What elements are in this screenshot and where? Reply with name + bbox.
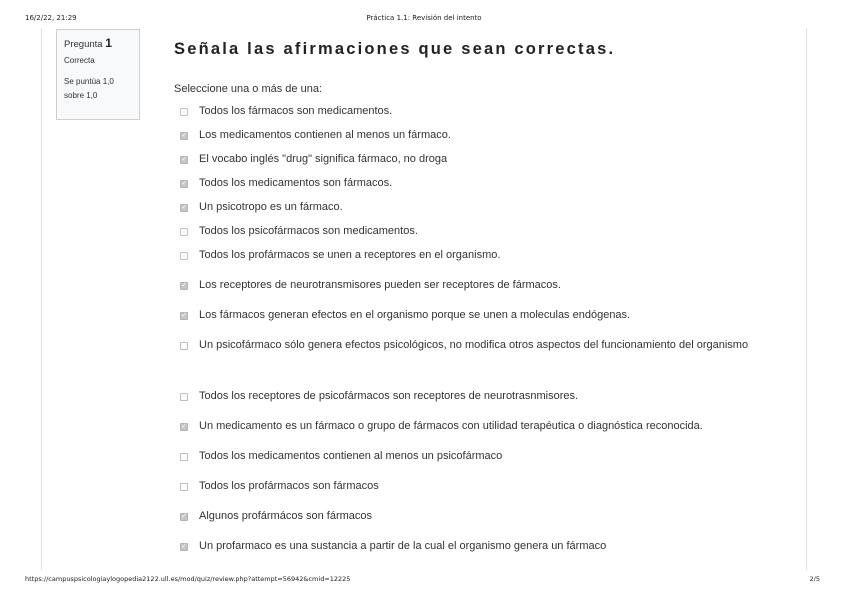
answer-option-label: Todos los profármacos se unen a receptores en el organismo. xyxy=(199,249,501,261)
question-number: Pregunta 1 xyxy=(64,36,112,50)
question-text: Señala las afirmaciones que sean correctas. xyxy=(174,40,616,58)
right-border xyxy=(806,28,807,570)
checkbox-checked-icon[interactable]: ✓ xyxy=(181,204,187,211)
answer-option-label: Todos los fármacos son medicamentos. xyxy=(199,105,393,117)
checkbox-icon[interactable] xyxy=(180,453,188,461)
answer-option xyxy=(180,542,760,556)
checkbox-checked-icon[interactable]: ✓ xyxy=(181,513,187,520)
answer-option-label: Un profarmaco es una sustancia a partir de la cual el organismo genera un fármaco xyxy=(199,540,607,552)
answer-option xyxy=(180,341,760,355)
checkbox-checked-icon[interactable]: ✓ xyxy=(181,543,187,550)
checkbox-checked-icon[interactable]: ✓ xyxy=(181,180,187,187)
answer-option-label: Los fármacos generan efectos en el organismo porque se unen a moleculas endógenas. xyxy=(199,309,631,321)
answer-option-label: Un psicofármaco sólo genera efectos psicológicos, no modifica otros aspectos del funcionamiento del organismo xyxy=(199,339,749,351)
left-border xyxy=(41,28,42,570)
answer-option-label: Todos los medicamentos contienen al menos un psicofármaco xyxy=(199,450,503,462)
checkbox-icon[interactable] xyxy=(180,393,188,401)
print-title: Práctica 1.1: Revisión del intento xyxy=(366,14,482,22)
checkbox-checked-icon[interactable]: ✓ xyxy=(181,423,187,430)
answer-option-label: El vocabo inglés "drug" significa fármaco, no droga xyxy=(199,153,448,165)
answer-option-label: Todos los medicamentos son fármacos. xyxy=(199,177,393,189)
answer-option xyxy=(180,227,760,241)
question-info-panel xyxy=(56,29,140,120)
checkbox-checked-icon[interactable]: ✓ xyxy=(181,156,187,163)
answer-option xyxy=(180,512,760,526)
checkbox-checked-icon[interactable]: ✓ xyxy=(181,282,187,289)
checkbox-checked-icon[interactable]: ✓ xyxy=(181,132,187,139)
answer-option xyxy=(180,452,760,466)
checkbox-icon[interactable] xyxy=(180,228,188,236)
question-state: Correcta xyxy=(64,56,95,65)
print-url: https://campuspsicologiaylogopedia2122.ull.es/mod/quiz/review.php?attempt=56942&cmid=12225 xyxy=(25,575,351,583)
answer-option-label: Todos los profármacos son fármacos xyxy=(199,480,379,492)
answer-option xyxy=(180,179,760,193)
answer-option-label: Un psicotropo es un fármaco. xyxy=(199,201,343,213)
answer-prompt: Seleccione una o más de una: xyxy=(174,83,322,95)
answer-option-label: Algunos profármácos son fármacos xyxy=(199,510,373,522)
answer-option xyxy=(180,482,760,496)
checkbox-checked-icon[interactable]: ✓ xyxy=(181,312,187,319)
print-date: 16/2/22, 21:29 xyxy=(25,14,77,22)
question-grade: Se puntúa 1,0 sobre 1,0 xyxy=(64,77,114,100)
answer-option xyxy=(180,281,760,295)
answer-option-label: Los medicamentos contienen al menos un fármaco. xyxy=(199,129,451,141)
answer-option xyxy=(180,422,760,436)
answer-option xyxy=(180,251,760,265)
answer-option xyxy=(180,203,760,217)
answer-option xyxy=(180,311,760,325)
checkbox-icon[interactable] xyxy=(180,483,188,491)
checkbox-icon[interactable] xyxy=(180,108,188,116)
answer-option xyxy=(180,107,760,121)
answer-option xyxy=(180,155,760,169)
answer-option xyxy=(180,392,760,406)
answer-option-label: Todos los psicofármacos son medicamentos. xyxy=(199,225,418,237)
answer-option-label: Todos los receptores de psicofármacos son receptores de neurotrasnmisores. xyxy=(199,390,579,402)
answer-option xyxy=(180,131,760,145)
answer-option-label: Un medicamento es un fármaco o grupo de fármacos con utilidad terapéutica o diagnóstica reconocida. xyxy=(199,420,703,432)
print-page-number: 2/5 xyxy=(809,575,820,583)
checkbox-icon[interactable] xyxy=(180,252,188,260)
checkbox-icon[interactable] xyxy=(180,342,188,350)
answer-option-label: Los receptores de neurotransmisores pueden ser receptores de fármacos. xyxy=(199,279,561,291)
